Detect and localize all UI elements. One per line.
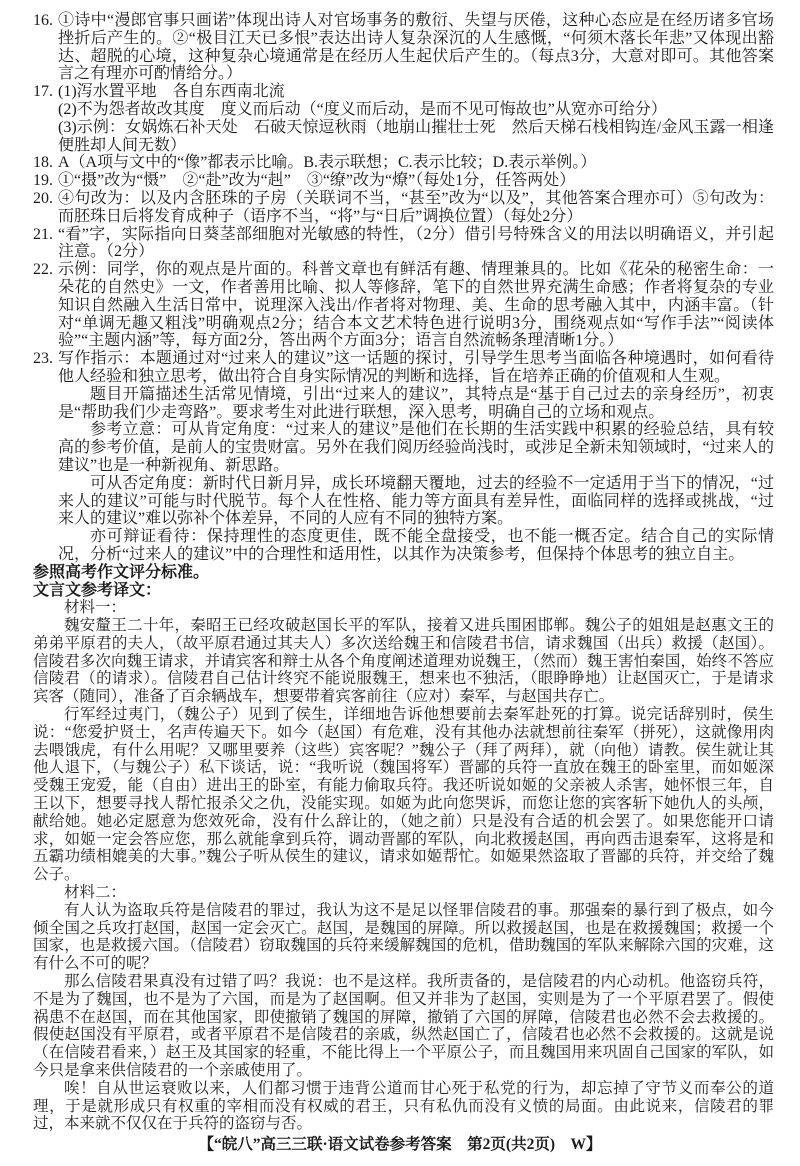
page-footer: 【“皖八”高三三联·语文试卷参考答案 第2页(共2页) W】 [198,1136,602,1153]
material-2-label: 材料二： [64,884,127,902]
answer-item-20 [33,190,774,226]
answer-item-21 [33,226,774,262]
answer-paragraph: (3)示例：女娲炼石补天处 石破天惊逗秋雨（地崩山摧壮士死 然后天梯石栈相钩连/金风玉露一相逢 便胜却人间无数） [58,118,791,154]
answer-item-18 [33,154,774,172]
item-number-18: 18. [33,154,53,172]
answer-paragraph: ①诗中“漫郎官事只画诺”体现出诗人对官场事务的敷衍、失望与厌倦，这种心态应是在经历诸多官场挫折后产生的。②“极目江天已多恨”表达出诗人复杂深沉的人生感慨，“何须木落长年悲”又体现出豁达、超脱的心境，这种复杂心境通常是在经历人生起伏后产生的。（每点3分，大意对即可。其他答案言之有理亦可酌情给分。） [58,12,774,83]
answer-paragraph: 写作指示：本题通过对“过来人的建议”这一话题的探讨，引导学生思考当面临各种境遇时，如何看待他人经验和独立思考，做出符合自身实际情况的判断和选择，旨在培养正确的价值观和人生观。 [58,350,774,385]
answer-item-19 [33,172,774,190]
document-page [33,12,791,1133]
translation-paragraph: 行军经过夷门，（魏公子）见到了侯生，详细地告诉他想要前去秦军赴死的打算。说完话辞别时，侯生说：“您爱护贤士，名声传遍天下。如今（赵国）有危难，没有其他办法就想前往秦军（拼死），这就像用肉去喂饿虎，有什么用呢？又哪里要养（这些）宾客呢？”魏公子（拜了两拜），就（向他）请教。侯生就让其他人退下，（与魏公子）私下谈话，说：“我听说（魏国将军）晋鄙的兵符一直放在魏王的卧室里，而如姬深受魏王宠爱，能（自由）进出王的卧室，有能力偷取兵符。我还听说如姬的父亲被人杀害，她怀恨三年，自王以下，想要寻找人帮忙报杀父之仇，没能实现。如姬为此向您哭诉，而您让您的宾客斩下她仇人的头颅，献给她。她必定愿意为您效死命，没有什么辞让的，（她之前）只是没有合适的机会罢了。如果您能开口请求，如姬一定会答应您，那么就能拿到兵符，调动晋鄙的军队，向北救援赵国，再向西击退秦军，这将是和五霸功绩相媲美的大事。”魏公子听从侯生的建议，请求如姬帮忙。如姬果然盗取了晋鄙的兵符，并交给了魏公子。 [33,706,774,884]
answer-paragraph: (1)泻水置平地 各自东西南北流 [58,83,285,101]
answer-paragraph: ④句改为：以及内含胚珠的子房（关联词不当，“甚至”改为“以及”，其他答案合理亦可）⑤句改为：而胚珠日后将发育成种子（语序不当，“将”与“日后”调换位置）（每处2分） [58,189,774,225]
answer-paragraph: ①“摄”改为“慑” ②“赴”改为“赳” ③“缭”改为“燎”（每处1分，任答两处） [58,172,576,190]
answer-paragraph: 亦可辩证看待：保持理性的态度更佳，既不能全盘接受，也不能一概否定。结合自己的实际情况，分析“过来人的建议”中的合理性和适用性，以其作为决策参考，但保持个体思考的独立自主。 [58,528,774,563]
answer-paragraph: 题目开篇描述生活常见情境，引出“过来人的建议”，其特点是“基于自己过去的亲身经历”，初衷是“帮助我们少走弯路”。要求考生对此进行联想，深入思考，明确自己的立场和观点。 [58,385,774,421]
answer-item-23 [33,350,774,564]
answer-paragraph: “看”字，实际指向日葵茎部细胞对光敏感的特性，（2分）借引号特殊含义的用法以明确语义，并引起注意。（2分） [58,225,774,261]
item-number-17: 17. [33,83,53,101]
translation-paragraph: 魏安釐王二十年，秦昭王已经攻破赵国长平的军队，接着又进兵围困邯郸。魏公子的姐姐是赵惠文王的弟弟平原君的夫人，（故平原君通过其夫人）多次送给魏王和信陵君书信，请求魏国（出兵）救援（赵国）。信陵君多次向魏王请求，并请宾客和辩士从各个角度阐述道理劝说魏王，（然而）魏王害怕秦国，始终不答应信陵君（的请求）。信陵君自己估计终究不能说服魏王，想来也不独活，（眼睁睁地）让赵国灭亡，于是请求宾客（随同），准备了百余辆战车，想要带着宾客前往（应对）秦军，与赵国共存亡。 [33,617,774,706]
translation-heading: 文言文参考译文： [33,581,162,599]
answer-item-17 [33,83,791,154]
item-number-19: 19. [33,172,53,190]
item-number-22: 22. [33,261,53,279]
answer-item-16 [33,12,774,83]
material-1-label: 材料一： [64,599,127,617]
translation-paragraph: 有人认为盗取兵符是信陵君的罪过，我认为这不是足以怪罪信陵君的事。那强秦的暴行到了极点，如今倾全国之兵攻打赵国，赵国一定会灭亡。赵国，是魏国的屏障。所以救援赵国，也是在救援魏国；救援一个国家，也是救援六国。（信陵君）窃取魏国的兵符来缓解魏国的危机，借助魏国的军队来解除六国的灾难，这有什么不可的呢？ [33,901,774,973]
answer-item-22 [33,261,774,350]
item-number-21: 21. [33,225,53,243]
translation-paragraph: 那么信陵君果真没有过错了吗？我说：也不是这样。我所责备的，是信陵君的内心动机。他盗窃兵符，不是为了魏国，也不是为了六国，而是为了赵国啊。但又并非为了赵国，实则是为了一个平原君罢了。假使祸患不在赵国，而在其他国家，即使撤销了魏国的屏障，撤销了六国的屏障，信陵君也必然不会去救援的。假使赵国没有平原君，或者平原君不是信陵君的亲戚，纵然赵国亡了，信陵君也必然不会救援的。这就是说（在信陵君看来，）赵王及其国家的轻重，不能比得上一个平原公子，而且魏国用来巩固自己国家的军队，如今只是拿来供信陵君的一个亲戚使用了。 [33,973,774,1080]
answer-paragraph: 参考立意：可从肯定角度：“过来人的建议”是他们在长期的生活实践中积累的经验总结，具有较高的参考价值，是前人的宝贵财富。另外在我们阅历经验尚浅时，或涉足全新未知领域时，“过来人的建议”也是一种新视角、新思路。 [58,421,774,474]
item-number-23: 23. [33,350,53,368]
answer-paragraph: 可从否定角度：新时代日新月异，成长环境翻天覆地，过去的经验不一定适用于当下的情况，“过来人的建议”可能与时代脱节。每个人在性格、能力等方面具有差异性，面临同样的选择或挑战，“过来人的建议”难以弥补个体差异，不同的人应有不同的独特方案。 [58,474,774,528]
item-number-16: 16. [33,12,53,29]
answer-paragraph: 示例：同学，你的观点是片面的。科普文章也有鲜活有趣、情理兼具的。比如《花朵的秘密生命：一朵花的自然史》一文，作者善用比喻、拟人等修辞，笔下的自然世界充满生命感；作者将复杂的专业知识自然融入生活日常中，说理深入浅出/作者将对物理、美、生命的思考融入其中，内涵丰富。（针对“单调无趣又粗浅”明确观点2分；结合本文艺术特色进行说明3分，围绕观点如“写作手法”“阅读体验”“主题内涵”等，每方面2分，答出两个方面3分；语言自然流畅条理清晰1分。） [58,261,774,350]
scoring-standard-note: 参照高考作文评分标准。 [33,563,210,581]
answer-paragraph: A（A项与文中的“像”都表示比喻。B.表示联想；C.表示比较；D.表示举例。） [58,154,597,172]
answer-paragraph: (2)不为怨者故改其度 度义而后动（“度义而后动，是而不见可悔故也”从宽亦可给分） [58,100,667,118]
translation-paragraph: 唉！自从世运衰败以来，人们都习惯于违背公道而甘心死于私党的行为，却忘掉了守节义而奉公的道理，于是就形成只有权重的宰相而没有权威的君王，只有私仇而没有义愤的局面。由此说来，信陵君的罪过，本来就不仅仅在于兵符的盗窃与否。 [33,1079,774,1133]
item-number-20: 20. [33,189,53,207]
